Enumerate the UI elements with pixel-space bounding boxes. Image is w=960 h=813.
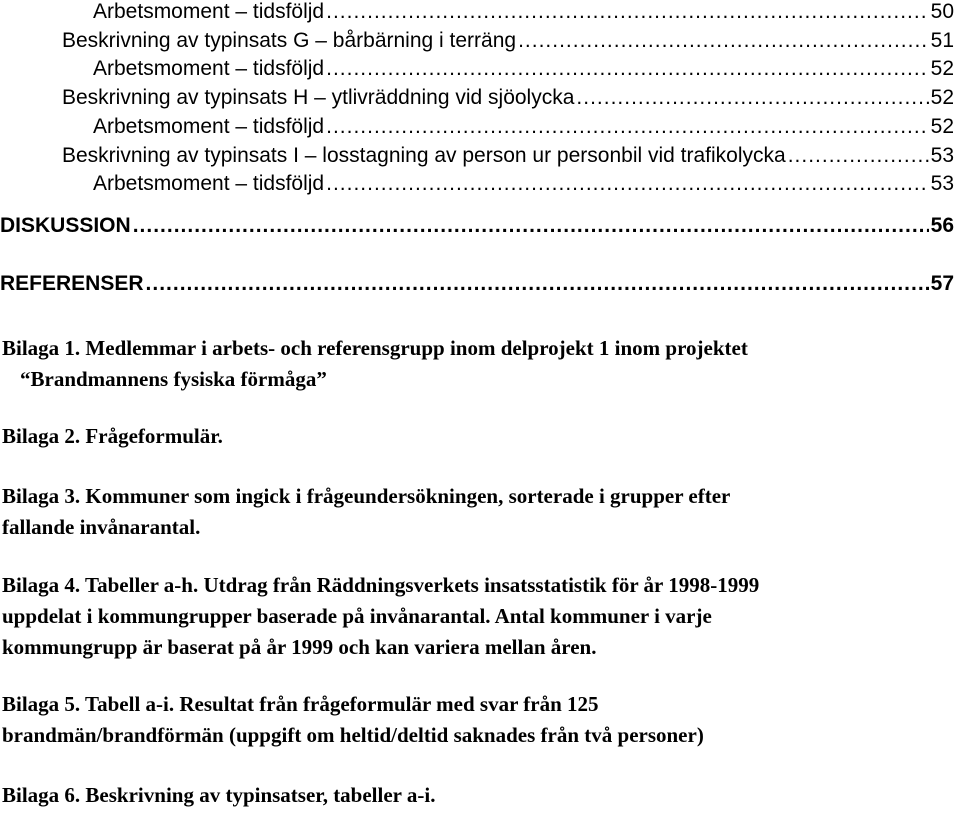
toc-entry-discussion[interactable]	[0, 214, 954, 238]
toc-entry-label: DISKUSSION	[0, 214, 131, 237]
toc-page-number: 56	[930, 214, 954, 237]
toc-page-number: 50	[930, 0, 954, 23]
toc-leader-dots	[326, 0, 929, 24]
toc-page-number: 53	[930, 172, 954, 195]
appendix-line: brandmän/brandförmän (uppgift om heltid/deltid saknades från två personer)	[2, 723, 704, 747]
appendix-line: fallande invånarantal.	[2, 515, 201, 539]
toc-entry-label: Arbetsmoment – tidsföljd	[93, 115, 325, 138]
toc-leader-dots	[326, 57, 929, 81]
appendix-line: Bilaga 2. Frågeformulär.	[2, 424, 223, 448]
toc-entry-label: Beskrivning av typinsats I – losstagning av person ur personbil vid trafikolycka	[62, 144, 786, 167]
toc-entry[interactable]	[93, 57, 954, 81]
toc-entry-label: Beskrivning av typinsats G – bårbärning i terräng	[62, 29, 517, 52]
appendix-2	[2, 421, 930, 452]
toc-page-number: 52	[930, 57, 954, 80]
appendix-1	[2, 333, 930, 395]
toc-entry[interactable]	[93, 115, 954, 139]
toc-page-number: 52	[930, 115, 954, 138]
toc-leader-dots	[146, 272, 929, 296]
toc-entry[interactable]	[93, 172, 954, 196]
toc-page-number: 53	[930, 144, 954, 167]
appendix-line: Bilaga 1. Medlemmar i arbets- och referensgrupp inom delprojekt 1 inom projektet	[2, 336, 748, 360]
toc-entry-label: Arbetsmoment – tidsföljd	[93, 0, 325, 23]
appendix-line: “Brandmannens fysiska förmåga”	[20, 367, 327, 391]
toc-leader-dots	[326, 115, 929, 139]
appendix-line: Bilaga 3. Kommuner som ingick i frågeundersökningen, sorterade i grupper efter	[2, 484, 731, 508]
appendix-3	[2, 481, 930, 543]
toc-page-number: 51	[930, 29, 954, 52]
toc-leader-dots	[518, 29, 929, 53]
toc-entry-references[interactable]	[0, 272, 954, 296]
appendix-line: uppdelat i kommungrupper baserade på invånarantal. Antal kommuner i varje	[2, 604, 712, 628]
toc-entry-label: REFERENSER	[0, 272, 144, 295]
toc-entry-label: Arbetsmoment – tidsföljd	[93, 172, 325, 195]
toc-entry-label: Beskrivning av typinsats H – ytlivräddning vid sjöolycka	[62, 86, 575, 109]
appendix-line: kommungrupp är baserat på år 1999 och kan variera mellan åren.	[2, 635, 597, 659]
toc-entry[interactable]	[62, 144, 954, 168]
toc-entry[interactable]	[93, 0, 954, 24]
toc-leader-dots	[133, 214, 929, 238]
appendix-line: Bilaga 4. Tabeller a-h. Utdrag från Räddningsverkets insatsstatistik för år 1998-1999	[2, 573, 760, 597]
toc-entry[interactable]	[62, 86, 954, 110]
appendix-line: Bilaga 5. Tabell a-i. Resultat från frågeformulär med svar från 125	[2, 692, 599, 716]
toc-leader-dots	[326, 172, 929, 196]
toc-entry-label: Arbetsmoment – tidsföljd	[93, 57, 325, 80]
toc-entry[interactable]	[62, 29, 954, 53]
appendix-6	[2, 780, 930, 811]
appendix-4	[2, 570, 930, 663]
appendix-line: Bilaga 6. Beskrivning av typinsatser, tabeller a-i.	[2, 783, 436, 807]
toc-leader-dots	[788, 144, 929, 168]
toc-page-number: 52	[930, 86, 954, 109]
toc-page-number: 57	[930, 272, 954, 295]
toc-leader-dots	[576, 86, 928, 110]
appendix-5	[2, 689, 930, 751]
